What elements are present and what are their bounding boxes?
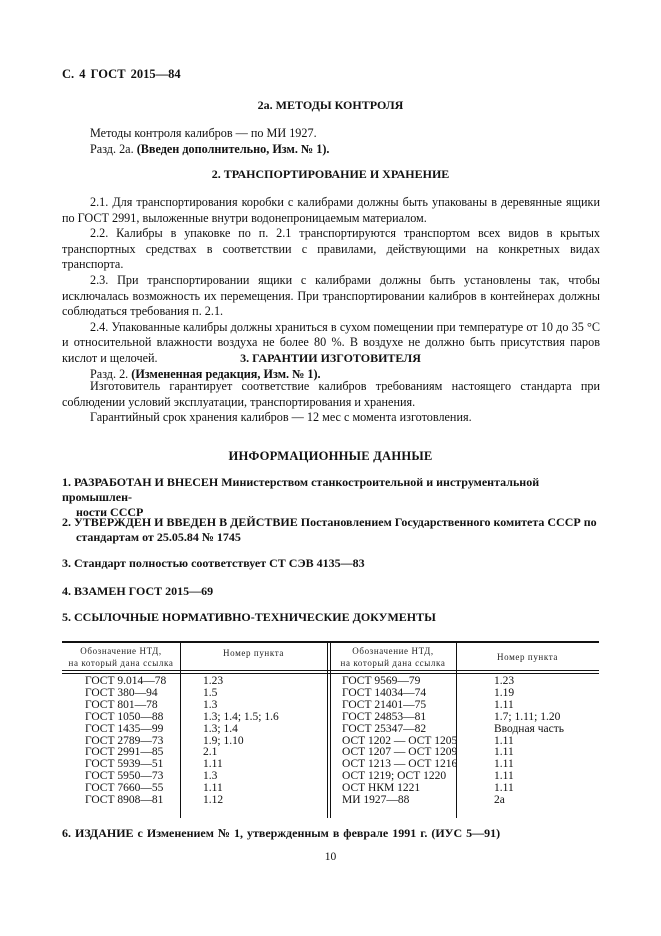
info-item-1: 1. РАЗРАБОТАН И ВНЕСЕН Министерством станкостроительной и инструментальной промышлен- ности СССР: [62, 475, 540, 519]
table-cell: ОСТ НКМ 1221: [342, 782, 421, 795]
info-item-6: 6. ИЗДАНИЕ с Изменением № 1, утвержденным в феврале 1991 г. (ИУС 5—91): [62, 826, 501, 840]
table-cell: 1.19: [494, 686, 515, 699]
table-cell: ГОСТ 1050—88: [85, 710, 164, 723]
info-item-2: 2. УТВЕРЖДЕН И ВВЕДЕН В ДЕЙСТВИЕ Постановлением Государственного комитета СССР по стандартам от 25.05.84 № 1745: [62, 515, 597, 544]
table-cell: 1.5: [203, 686, 218, 699]
table-cell: ГОСТ 21401—75: [342, 698, 427, 711]
table-cell: 1.11: [494, 746, 514, 759]
section-2-title: 2. ТРАНСПОРТИРОВАНИЕ И ХРАНЕНИЕ: [211, 167, 450, 181]
table-cell: 1.23: [494, 675, 515, 687]
paragraph-2-1: 2.1. Для транспортирования коробки с калибрами должны быть упакованы в деревянные ящики по ГОСТ 2991, выложенные внутри водонепроницаемым материалом.: [62, 195, 600, 225]
table-cell: ОСТ 1213 — ОСТ 1216: [342, 758, 458, 771]
table-cell: ГОСТ 9569—79: [342, 675, 421, 687]
right-clauses-column: [494, 676, 564, 807]
table-cell: 1.11: [203, 758, 223, 771]
table-cell: 1.3; 1.4: [203, 722, 238, 735]
left-docs-column: [85, 676, 166, 807]
section-2a-note: Разд. 2а. (Введен дополнительно, Изм. № 1).: [90, 141, 330, 156]
table-cell: ГОСТ 1435—99: [85, 722, 164, 735]
table-cell: ГОСТ 2991—85: [85, 746, 164, 759]
table-cell: ОСТ 1219; ОСТ 1220: [342, 770, 447, 783]
table-cell: 1.11: [494, 734, 514, 747]
left-clauses-column: [203, 676, 279, 807]
section-3-title: 3. ГАРАНТИИ ИЗГОТОВИТЕЛЯ: [240, 351, 421, 365]
section-2a-text: Методы контроля калибров — по МИ 1927.: [90, 126, 317, 140]
section-3-body: [62, 379, 600, 426]
table-cell: ОСТ 1202 — ОСТ 1205: [342, 734, 458, 747]
paragraph-3-1: Изготовитель гарантирует соответствие калибров требованиям настоящего стандарта при соблюдении условий эксплуатации, транспортирования и хранения.: [62, 379, 600, 409]
header-clause-right: Номер пункта: [497, 652, 558, 662]
table-cell: 1.23: [203, 675, 224, 687]
table-cell: 1.9; 1.10: [203, 734, 244, 747]
table-cell: ГОСТ 5950—73: [85, 770, 164, 783]
table-cell: ГОСТ 380—94: [85, 686, 158, 699]
table-cell: 1.11: [494, 698, 514, 711]
info-item-4: 4. ВЗАМЕН ГОСТ 2015—69: [62, 584, 214, 598]
paragraph-3-2: Гарантийный срок хранения калибров — 12 мес с момента изготовления.: [90, 410, 472, 425]
table-cell: МИ 1927—88: [342, 794, 410, 807]
table-cell: ГОСТ 8908—81: [85, 794, 164, 807]
table-cell: 1.11: [494, 782, 514, 795]
page-header: С. 4 ГОСТ 2015—84: [62, 67, 181, 81]
header-clause-left: Номер пункта: [223, 648, 284, 658]
paragraph-2-4: 2.4. Упакованные калибры должны храниться в сухом помещении при температуре от 10 до 35 °С и относительной влажности воздуха не более 80 %. В воздухе не должно быть присутствия паров кислот и щелочей.: [62, 319, 600, 365]
table-cell: 2а: [494, 794, 505, 807]
table-cell: ОСТ 1207 — ОСТ 1209: [342, 746, 458, 759]
info-title: ИНФОРМАЦИОННЫЕ ДАННЫЕ: [228, 449, 433, 463]
table-cell: 1.11: [494, 758, 514, 771]
table-cell: ГОСТ 7660—55: [85, 782, 164, 795]
table-cell: 1.7; 1.11; 1.20: [494, 710, 561, 723]
table-cell: ГОСТ 9.014—78: [85, 675, 167, 687]
info-item-3: 3. Стандарт полностью соответствует СТ СЭВ 4135—83: [62, 556, 365, 570]
section-2a-body: [62, 126, 600, 157]
section-2-note: Разд. 2. (Измененная редакция, Изм. № 1).: [90, 366, 321, 381]
table-cell: ГОСТ 24853—81: [342, 710, 427, 723]
paragraph-2-2: 2.2. Калибры в упаковке по п. 2.1 транспортируются транспортом всех видов в крытых транспортных средствах в соответствии с правилами, действующими на конкретных видах транспорта.: [62, 226, 600, 272]
reference-documents-table: [62, 641, 599, 818]
section-2a-title: 2а. МЕТОДЫ КОНТРОЛЯ: [257, 98, 404, 112]
right-docs-column: [342, 676, 457, 807]
table-cell: 2.1: [203, 746, 218, 759]
column-divider: [327, 641, 328, 818]
header-doc-right: Обозначение НТД, на который дана ссылка: [340, 646, 446, 668]
table-cell: 1.11: [203, 782, 223, 795]
table-cell: 1.11: [494, 770, 514, 783]
table-cell: Вводная часть: [494, 722, 564, 735]
header-doc-left: Обозначение НТД, на который дана ссылка: [68, 646, 174, 668]
page-number: 10: [324, 851, 337, 863]
table-cell: 1.12: [203, 794, 224, 807]
table-cell: ГОСТ 25347—82: [342, 722, 427, 735]
table-cell: ГОСТ 2789—73: [85, 734, 164, 747]
table-cell: 1.3: [203, 698, 218, 711]
column-divider: [180, 641, 181, 818]
info-item-5: 5. ССЫЛОЧНЫЕ НОРМАТИВНО-ТЕХНИЧЕСКИЕ ДОКУМЕНТЫ: [62, 610, 436, 624]
table-cell: ГОСТ 801—78: [85, 698, 158, 711]
table-cell: ГОСТ 5939—51: [85, 758, 164, 771]
paragraph-2-3: 2.3. При транспортировании ящики с калибрами должны быть установлены так, чтобы исключалась возможность их перемещения. При транспортировании калибров в контейнерах должны соблюдаться требования п. 2.1.: [62, 272, 600, 319]
table-cell: 1.3; 1.4; 1.5; 1.6: [203, 710, 279, 723]
table-cell: 1.3: [203, 770, 218, 783]
table-cell: ГОСТ 14034—74: [342, 686, 427, 699]
